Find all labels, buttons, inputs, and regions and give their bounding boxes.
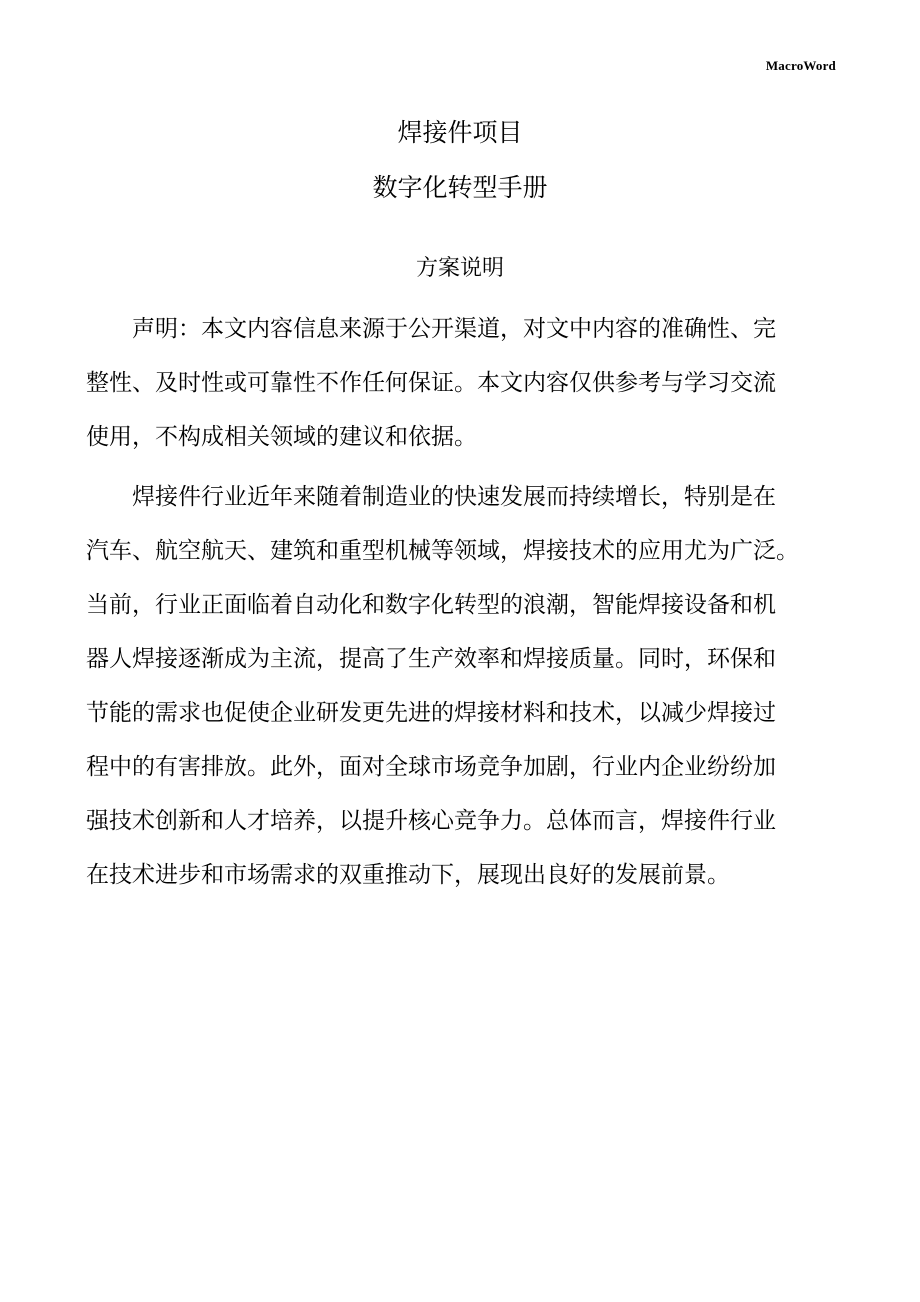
paragraph-line: 整性、及时性或可靠性不作任何保证。本文内容仅供参考与学习交流 — [86, 370, 776, 396]
title-line-2: 数字化转型手册 — [372, 173, 548, 202]
paragraph-line: 使用，不构成相关领域的建议和依据。 — [86, 424, 477, 450]
disclaimer-paragraph — [86, 302, 856, 464]
paragraph-line: 焊接件行业近年来随着制造业的快速发展而持续增长，特别是在 — [132, 484, 776, 510]
paragraph-line: 器人焊接逐渐成为主流，提高了生产效率和焊接质量。同时，环保和 — [86, 646, 776, 672]
industry-overview-paragraph — [86, 470, 856, 902]
paragraph-line: 汽车、航空航天、建筑和重型机械等领域，焊接技术的应用尤为广泛。 — [86, 538, 799, 564]
paragraph-line: 声明：本文内容信息来源于公开渠道，对文中内容的准确性、完 — [132, 316, 776, 342]
paragraph-line: 程中的有害排放。此外，面对全球市场竞争加剧，行业内企业纷纷加 — [86, 754, 776, 780]
paragraph-line: 在技术进步和市场需求的双重推动下，展现出良好的发展前景。 — [86, 862, 730, 888]
section-heading: 方案说明 — [415, 256, 504, 281]
paragraph-line: 节能的需求也促使企业研发更先进的焊接材料和技术，以减少焊接过 — [86, 700, 776, 726]
title-line-1: 焊接件项目 — [397, 118, 523, 147]
header-brand: MacroWord — [765, 58, 836, 73]
paragraph-line: 当前，行业正面临着自动化和数字化转型的浪潮，智能焊接设备和机 — [86, 592, 776, 618]
document-title — [0, 118, 920, 203]
paragraph-line: 强技术创新和人才培养，以提升核心竞争力。总体而言，焊接件行业 — [86, 808, 776, 834]
